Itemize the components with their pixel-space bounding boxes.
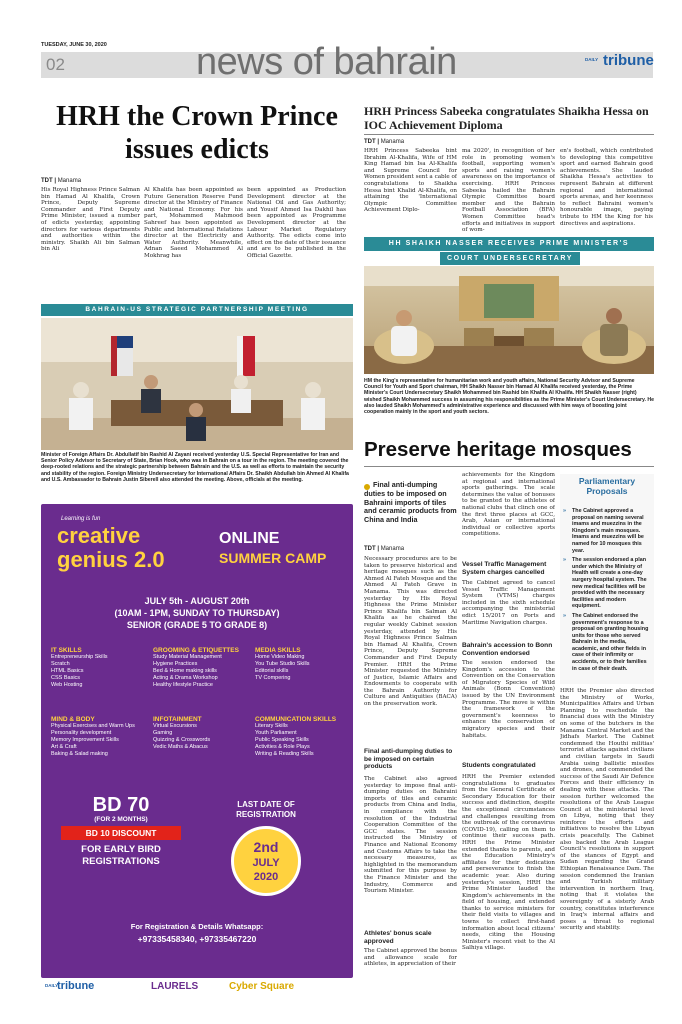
ad-tagline: Learning is fun xyxy=(61,516,101,522)
issue-date: TUESDAY, JUNE 30, 2020 xyxy=(41,42,107,48)
sponsor-laurels: LAURELS xyxy=(151,981,199,992)
ad-category-title: IT SKILLS xyxy=(51,647,82,654)
ad-category-items: Virtual Excursions Gaming Quizzing & Crosswords Vedic Maths & Abacus xyxy=(153,723,211,750)
ad-summer-camp: SUMMER CAMP xyxy=(219,550,327,566)
ad-category xyxy=(255,647,350,682)
bullet-icon: » xyxy=(563,508,566,514)
ad-category xyxy=(51,716,146,758)
story1-column-1: His Royal Highness Prince Salman bin Hamad Al Khalifa, Crown Prince, Deputy Supreme Commander and First Deputy Prime Minister, issued a number of edicts yesterday, appointing directors for various departments and authorities within the ministry. Shaikh Ali bin Salman bin Ali xyxy=(41,187,140,253)
ad-category xyxy=(153,716,248,751)
story3-column-1b: The Cabinet also agreed yesterday to impose final anti-dumping duties on Bahraini imports of tiles and ceramic products from China and India, in compliance with the resolution of the Industrial Cooperation Committee of the GCC states. The session instructed the Ministry of Finance and National Economy and Customs Affairs to take the necessary measures, as highlighted in the memorandum submitted for this purpose by the Finance Minister and the Industry, Commerce and Tourism Minister. xyxy=(364,776,457,895)
story3-column-2d: HRH the Premier extended congratulations to graduates from the General Certificate of Secondary Education for their success and distinction, despite the exceptional circumstances and challenges resulting from the outbreak of the coronavirus (COVID-19), calling on them to continue their success path. HRH the Prime Minister extended thanks to parents, and the Education Ministry's affiliates for their dedication and perseverance to finish the academic year. Also during yesterday's session, HRH the Prime Minister lauded the Kingdom's achievements in the field of housing, and extended thanks to service ministers for their field visits to villages and towns to collect first-hand information about local citizens' needs, citing the Housing Minister's recent visit to the Al Salhiya village. xyxy=(462,774,555,952)
ad-category xyxy=(153,647,248,689)
ad-category-items: Study Material Management Hygiene Practices Bed & Home making skills Acting & Drama Workshop Healthy lifestyle Practice xyxy=(153,654,222,688)
story3-subhead-2: Athletes' bonus scale approved xyxy=(364,930,432,945)
ad-price-period: (FOR 2 MONTHS) xyxy=(94,816,148,823)
ad-level: SENIOR (GRADE 5 TO GRADE 8) xyxy=(126,620,268,630)
ad-badge-month: JULY xyxy=(252,857,280,869)
ad-category-title: COMMUNICATION SKILLS xyxy=(255,716,337,723)
story3-column-2b: The Cabinet agreed to cancel Vessel Traffic Management System (VTMS) charges included in the sixth schedule accompanying the ministerial edict 15/2017 on Ports and Maritime Navigation charges. xyxy=(462,580,555,626)
story3-column-2a: achievements for the Kingdom at regional and international sports gatherings. The scale determines the value of bonuses to be granted to the athletes of national clubs that clinch one of the first three places at GCC, Arab, Asian or international individual or collective sports competitions. xyxy=(462,472,555,538)
story2-headline: HRH Princess Sabeeka congratulates Shaikha Hessa on IOC Achievement Diploma xyxy=(364,104,649,132)
photo-right-header-1: HH SHAIKH NASSER RECEIVES PRIME MINISTER'S xyxy=(364,237,654,251)
story3-subheadline: Final anti-dumping duties to be imposed on Bahraini imports of tiles and ceramic products from China and India xyxy=(364,480,457,525)
ad-date-badge xyxy=(231,826,301,896)
page-number: 02 xyxy=(46,55,65,74)
ad-price: BD 70 xyxy=(92,794,150,816)
ad-category-title: MIND & BODY xyxy=(51,716,95,723)
story2-column-1: HRH Princess Sabeeka bint Ibrahim Al-Khalifa, Wife of HM King Hamad bin Isa Al-Khalifa and Supreme Council for Women president sent a cable of congratulations to Shaikha Hessa bint Khalid Al-Khalifa, on attaining the 'International Olympic Committee Achievement Diplo- xyxy=(364,148,457,214)
paper-name-small: DAILY xyxy=(585,57,599,62)
ad-category-items: Physical Exercises and Warm Ups Personality development Memory Improvement Skills Art & Craft Baking & Salad making xyxy=(51,723,135,757)
sponsor-tribune-small: DAILY xyxy=(45,983,59,988)
proposal-item: » The Cabinet endorsed the government's response to a proposal on granting housing units for those who served Bahrain in the media, academic, and other fields in case of their infirmity or accidents, or to their families in case of their death. xyxy=(563,612,649,672)
photo-right-header-2: COURT UNDERSECRETARY xyxy=(440,252,580,265)
ad-registration-label: For Registration & Details Whatsapp: xyxy=(130,922,264,931)
ad-time: (10AM - 1PM, SUNDAY TO THURSDAY) xyxy=(114,608,280,618)
ad-early-bird: FOR EARLY BIRD REGISTRATIONS xyxy=(81,844,161,867)
ad-online: ONLINE xyxy=(219,530,280,547)
proposals-title: Parliamentary Proposals xyxy=(578,476,636,496)
story2-column-3: en's football, which contributed to developing this competitive sport and earned Bahrain good achievements. She lauded Shaikha Hessa's activities to represent Bahrain at different regional and international sports arenas, and her keenness to reflect Bahraini women's honourable image, paying tribute to HM the King for his directives and aspirations. xyxy=(560,148,653,227)
story3-byline: TDT | Manama xyxy=(364,546,405,552)
ad-category-title: INFOTAINMENT xyxy=(153,716,202,723)
photo-left-header: BAHRAIN-US STRATEGIC PARTNERSHIP MEETING xyxy=(41,304,353,316)
story3-column-2c: The session endorsed the Kingdom's accession to the Convention on the Conservation of Migratory Species of Wild Animals (Bonn Convention) issued by the UN Environment Programme. The move is within the framework of the government's keenness to enhance the conservation of migratory species and their habitats. xyxy=(462,660,555,739)
parliamentary-proposals-box xyxy=(560,474,654,684)
meeting-photo-left xyxy=(41,318,353,450)
ad-discount: BD 10 DISCOUNT xyxy=(61,826,181,840)
story2-column-2: ma 2020', in recognition of her role in promoting women's football, supporting women's sports and raising women's awareness on the importance of exercising. HRH Princess Sabeeka hailed the Bahrain Olympic Committee board member and the Bahrain Football Association (BFA) Women Committee head's efforts and initiatives in support of wom- xyxy=(462,148,555,232)
divider xyxy=(364,466,654,467)
story3-subhead-1: Final anti-dumping duties to be imposed on certain products xyxy=(364,748,453,771)
story3-subhead-4: Bahrain's accession to Bonn Convention endorsed xyxy=(462,642,553,657)
story3-column-1a: Necessary procedures are to be taken to preserve historical and heritage mosques such as the Ahmed Al Fateh Mosque and the Ahmed Al Fateh Grave in Manama. This was directed yesterday by His Royal Highness the Prime Minister Prince Khalifa bin Salman Al Khalifa as he chaired the regular weekly Cabinet session yesterday, attended by His Royal Highness Prince Salman bin Hamad Al Khalifa, Crown Prince, Deputy Supreme Commander and First Deputy Premier. HRH the Prime Minister requested the Ministry of Justice, Islamic Affairs and Endowments to cooperate with the Bahrain Authority for Culture and Antiquities (BACA) on the preservation work. xyxy=(364,556,457,708)
story3-subhead-5: Students congratulated xyxy=(462,762,536,769)
ad-category-items: Home Video Making You Tube Studio Skills Editorial skills TV Compering xyxy=(255,654,310,681)
story3-subhead-3: Vessel Traffic Management System charges cancelled xyxy=(462,561,547,576)
story3-column-1c: The Cabinet approved the bonus and allowance scale for athletes, in appreciation of their xyxy=(364,948,457,968)
ad-last-date-label: LAST DATE OF REGISTRATION xyxy=(236,800,296,819)
ad-category xyxy=(255,716,350,758)
ad-phone-numbers[interactable]: +97335458340, +97335467220 xyxy=(137,934,257,944)
story1-column-3: been appointed as Production Development director at the National Oil and Gas Authority; and Yousif Ahmed Isa Dakhil has been appointed as Programme Development director at the Labour Market Regulatory Authority. The edicts come into effect on the date of their issuance and are to be published in the Official Gazette. xyxy=(247,187,346,259)
proposal-item: » The Cabinet approved a proposal on naming several imams and muezzins in the Kingdom's main mosques. Imams and muezzins will be named for 10 mosques this year. xyxy=(563,508,644,554)
proposal-item: » The session endorsed a plan under which the Ministry of Health will create a one-day surgery hospital system. The new medical facilities will be provided with the necessary facilities and modern equipment. xyxy=(563,557,647,610)
ad-sponsor-strip xyxy=(41,980,353,994)
section-title: news of bahrain xyxy=(196,41,457,83)
story2-byline: TDT | Manama xyxy=(364,139,405,145)
ad-badge-day: 2nd xyxy=(253,839,279,855)
story3-headline: Preserve heritage mosques xyxy=(364,438,632,461)
story1-byline: TDT | Manama xyxy=(41,178,82,184)
sponsor-cyber-square: Cyber Square xyxy=(229,981,295,992)
ad-category-title: GROOMING & ETIQUETTES xyxy=(153,647,239,654)
summer-camp-ad[interactable] xyxy=(41,504,353,978)
paper-name-logo: tribune xyxy=(603,52,654,69)
ad-category-items: Entrepreneurship Skills Scratch HTML Basics CSS Basics Web Hosting xyxy=(51,654,108,688)
sponsor-tribune: tribune xyxy=(57,980,95,992)
proposals-list xyxy=(563,508,651,672)
ad-badge-year: 2020 xyxy=(253,871,279,883)
ad-category-title: MEDIA SKILLS xyxy=(255,647,301,654)
story1-headline: HRH the Crown Prince issues edicts xyxy=(56,101,338,165)
ad-category-items: Literary Skills Youth Parliament Public Speaking Skills Activities & Role Plays Writing & Reading Skills xyxy=(255,723,314,757)
bullet-icon: » xyxy=(563,612,566,619)
meeting-photo-right xyxy=(364,266,654,374)
ad-brand: creative genius 2.0 xyxy=(57,523,165,572)
ad-category xyxy=(51,647,146,689)
story1-column-2: Al Khalifa has been appointed as Future Generation Reserve Fund director at the Ministry of Finance and National Economy. For his part, Mohammed Mahmood Sahreef has been appointed as Public and International Relations director at the Electricity and Water Authority. Meanwhile, Adnan Saeed Mohammed Al Mokhrag has xyxy=(144,187,243,259)
photo-left-caption: Minister of Foreign Affairs Dr. Abdullatif bin Rashid Al Zayani received yesterday U.S. Special Representative for Iran and Senior Policy Advisor to Secretary of State, Brian Hook, who was in Bahrain on a tour in the region. The meeting covered the deep-rooted relations and the strategic partnership between Bahrain and the U.S. as well as efforts to maintain the security and stability of the region. Foreign Ministry Undersecretary for International Affairs Dr. Shaikh Abdullah bin Ahmed Al Khalifa and U.S. Ambassador to Bahrain Justin Siberell also attended the meeting. Above, officials at the meeting. xyxy=(41,452,349,483)
story3-column-3: HRH the Premier also directed the Ministry of Works, Municipalities Affairs and Urban Planning to reschedule the financial dues with the Ministry on some of the butchers in the Manama Central Market and the Jidhafs Market. The Cabinet condemned the Houthi militias' terrorist attacks against civilians and civilian targets in Saudi Arabia using ballistic missiles and drones, and commended the success of the Saudi Air Defence Forces and their efficiency in dealing with these attacks. The session further welcomed the resolutions of the Arab League Council at the ministerial level on Libya, noting that they reinforce the efforts and initiatives to resolve the Libyan crisis peacefully. The Cabinet also backed the Arab League Council's resolutions in support of the stances of Egypt and Sudan regarding the Grand Ethiopian Renaissance Dam. The session condemned the Iranian and Turkish military intervention in northern Iraq, noting that it violates the sovereignty of a sisterly Arab country, constitutes interference in Iraq's internal affairs and poses a threat to regional security and stability. xyxy=(560,688,654,932)
divider xyxy=(364,134,654,135)
photo-right-caption: HM the King's representative for humanitarian work and youth affairs, National Security Advisor and Supreme Council for Youth and Sport chairman, HH Shaikh Nasser bin Hamad Al Khalifa received yesterday, the Prime Minister's Court Undersecretary Shaikh Mohammed bin Rashid bin Khalifa Al Khalifa. HH Shaikh Nasser (right) wished Shaikh Mohammed success in assuming his responsibilities as the Prime Minister's Court Undersecretary. He also lauded Shaikh Mohammed's administrative experience and discussed with him ways of boosting joint cooperation mainly in the sport and youth sectors. xyxy=(364,378,654,416)
bullet-icon: » xyxy=(563,557,566,564)
ad-dates: JULY 5th - AUGUST 20th xyxy=(144,596,250,606)
